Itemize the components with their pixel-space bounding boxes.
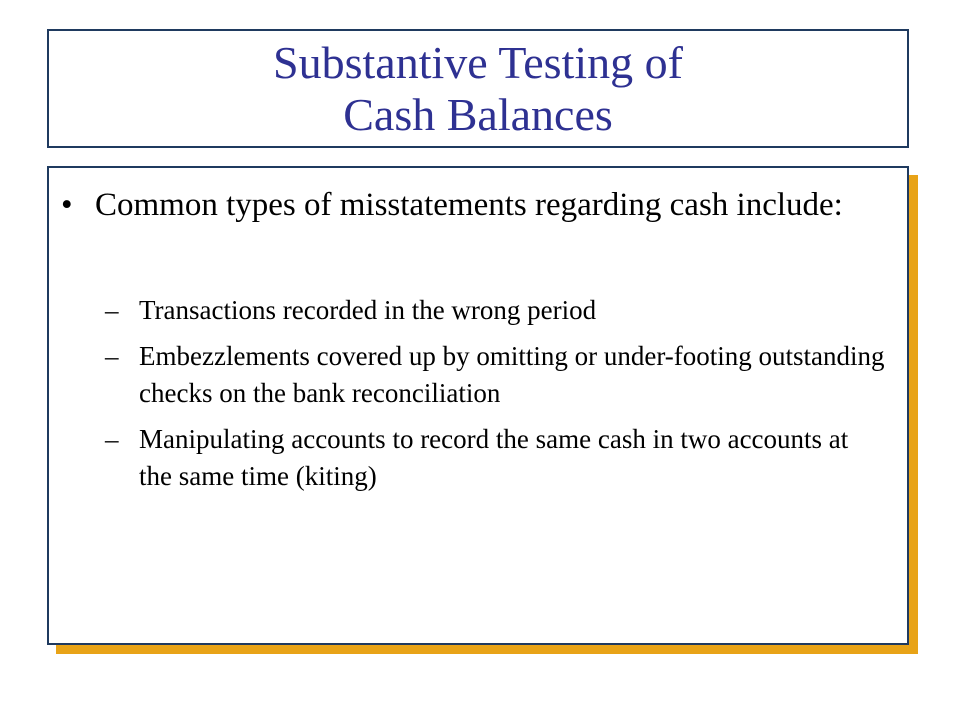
dash-marker: – [105, 424, 119, 454]
slide-title-line-1: Substantive Testing of [273, 36, 683, 88]
main-bullet-text: Common types of misstatements regarding cash include: [95, 187, 843, 223]
bullet-marker: • [61, 187, 73, 223]
sub-bullet-text: Manipulating accounts to record the same cash in two accounts at the same time (kiting) [139, 424, 849, 491]
main-bullet [61, 184, 881, 226]
sub-bullet-item [105, 421, 885, 495]
slide-title-line-2: Cash Balances [343, 88, 613, 140]
slide-title-box [47, 29, 909, 148]
dash-marker: – [105, 341, 119, 371]
sub-bullet-item [105, 292, 885, 329]
sub-bullet-list [105, 292, 885, 504]
sub-bullet-text: Embezzlements covered up by omitting or under-footing outstanding checks on the bank reconciliation [139, 341, 885, 408]
slide-content-box [47, 166, 909, 645]
dash-marker: – [105, 295, 119, 325]
sub-bullet-item [105, 338, 885, 412]
sub-bullet-text: Transactions recorded in the wrong period [139, 295, 597, 325]
